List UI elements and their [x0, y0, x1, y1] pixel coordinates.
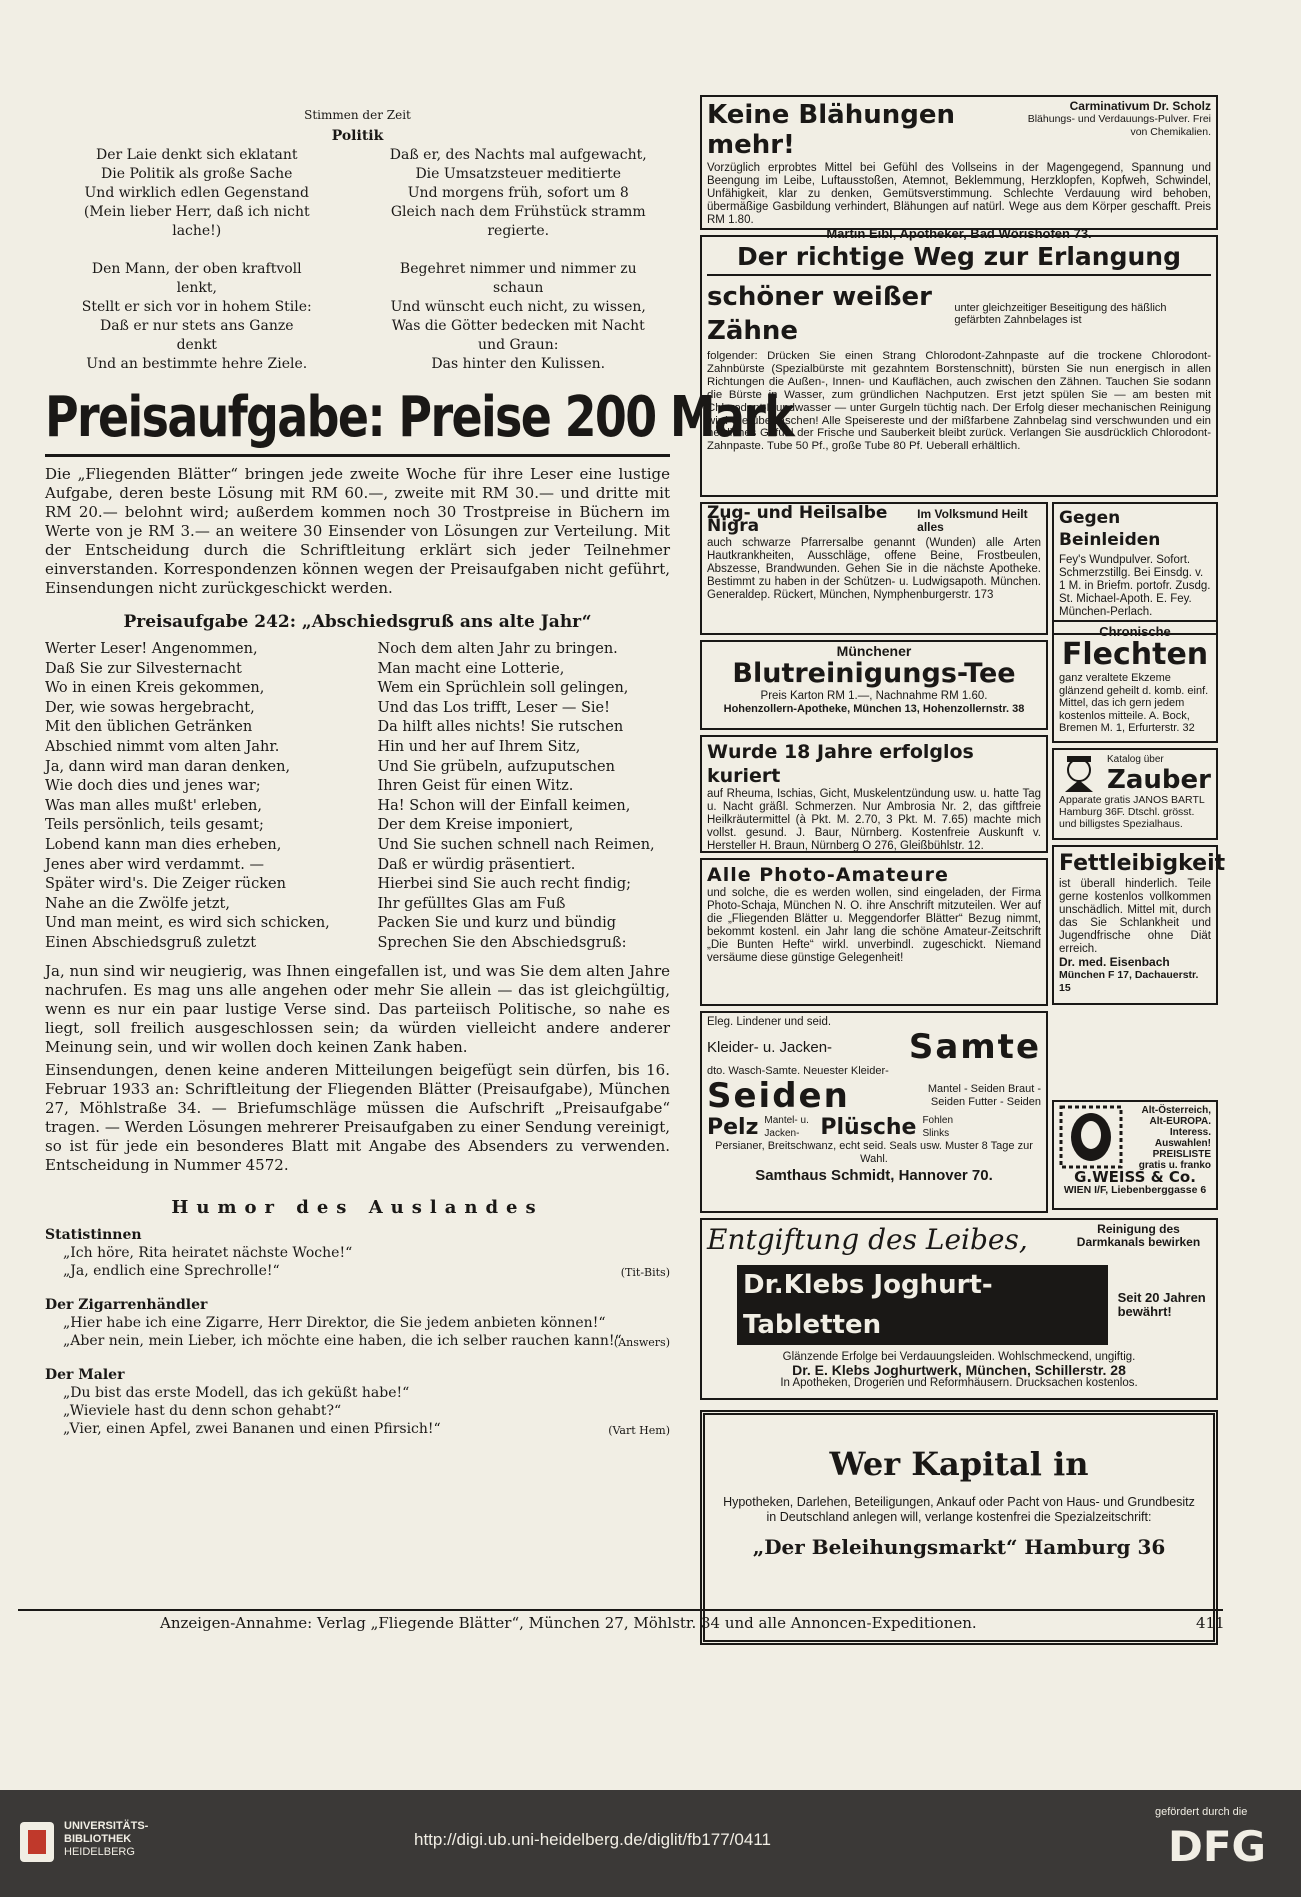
- ad-fettleibigkeit: [1052, 845, 1226, 1005]
- poem-line: (Mein lieber Herr, daß ich nicht: [83, 204, 310, 220]
- poem-line: denkt: [176, 337, 217, 353]
- ad-beinleiden-head: Gegen Beinleiden: [1059, 508, 1161, 550]
- ad-blaehungen-title: Keine Blähungen mehr!: [707, 100, 955, 160]
- poem-line: Und an bestimmte hehre Ziele.: [86, 356, 308, 372]
- page-number: 411: [1196, 1614, 1225, 1632]
- ad-samte-mj: Mantel- u. Jacken-: [764, 1115, 809, 1139]
- preis-poem-right: [364, 640, 671, 954]
- ad-klebs-brand: Dr.Klebs Joghurt-Tabletten: [737, 1265, 1108, 1345]
- ad-briefmarken-address: WIEN I/F, Liebenberggasse 6: [1063, 1184, 1207, 1196]
- ad-fettleibigkeit-signature: Dr. med. Eisenbach: [1059, 955, 1170, 969]
- poem-line: Die Umsatzsteuer meditierte: [415, 166, 622, 182]
- stamp-icon: [1059, 1105, 1123, 1169]
- poem-line: Und morgens früh, sofort um 8: [407, 185, 629, 201]
- ad-samte-fohlen: Fohlen Slinks: [922, 1115, 954, 1139]
- poem-line: Hin und her auf Ihrem Sitz,: [377, 738, 581, 755]
- ad-nigra-body: auch schwarze Pfarrersalbe genannt (Wunden) alle Arten Hautkrankheiten, Ausschläge, offene Beine, Frostbeulen, Abszesse, Brandwunden. Gehen Sie in die nächste Apotheke. Bestimmt zu haben in der Schützen- u. Ludwigsapoth. München. Generaldep. Rückert, München, Nymphenburgerstr. 173: [707, 537, 1041, 601]
- poem-line: Was die Götter bedecken mit Nacht: [391, 318, 645, 334]
- poem-line: Und Sie suchen schnell nach Reimen,: [377, 836, 655, 853]
- ad-zauber-body: Apparate gratis JANOS BARTL Hamburg 36F. Dtschl. grösst. und billigstes Spezialhaus.: [1059, 794, 1205, 830]
- magician-icon: [1059, 754, 1101, 794]
- ad-flechten-body: ganz veraltete Ekzeme glänzend geheilt d. komb. einf. Mittel, das ich gern jedem kostenlos mitteile. A. Bock, Bremen M. 1, Erfurterstr. 32: [1059, 672, 1209, 734]
- poem-line: Daß er, des Nachts mal aufgewacht,: [389, 147, 647, 163]
- poem-line: Das hinter den Kulissen.: [431, 356, 606, 372]
- ad-blaehungen-brand-sub: Blähungs- und Verdauungs-Pulver. Frei von Chemikalien.: [1027, 113, 1211, 138]
- ad-kapital-signature: „Der Beleihungsmarkt“ Hamburg 36: [752, 1535, 1166, 1559]
- preis-intro: Die „Fliegenden Blätter“ bringen jede zweite Woche für ihre Leser eine lustige Aufgabe, deren beste Lösung mit RM 60.—, zweite mit RM 30.— und dritte mit RM 20.— belohnt wird; außerdem kommen noch 30 Trostpreise in Büchern im Werte von je RM 3.— an weitere 30 Einsender von Lösungen zur Verteilung. Mit der Entscheidung durch die Schriftleitung erklärt sich jeder Teilnehmer einverstanden. Korrespondenzen können wegen der Preisaufgaben nicht geführt, Einsendungen nicht zurückgeschickt werden.: [45, 465, 670, 597]
- ad-blutreinigung-price: Preis Karton RM 1.—, Nachnahme RM 1.60.: [760, 690, 988, 702]
- poem-line: Und das Los trifft, Leser — Sie!: [377, 699, 610, 716]
- ad-photo: [700, 858, 1048, 1006]
- humor-line: „Hier habe ich eine Zigarre, Herr Direktor, die Sie jedem anbieten können!“: [63, 1314, 606, 1331]
- poem-line: Da hilft alles nichts! Sie rutschen: [377, 719, 624, 736]
- library-name-1: UNIVERSITÄTS-: [64, 1820, 149, 1832]
- humor-line: „Vier, einen Apfel, zwei Bananen und einen Pfirsich!“: [63, 1420, 441, 1437]
- poem-line: Gleich nach dem Frühstück stramm: [390, 204, 646, 220]
- library-footer: [0, 1790, 1301, 1897]
- ad-samte-top: Eleg. Lindener und seid.: [707, 1016, 832, 1028]
- poem-line: Lobend kann man dies erheben,: [45, 836, 282, 853]
- ad-flechten-pre: Chronische: [1099, 624, 1171, 639]
- poem-line: Hierbei sind Sie auch recht findig;: [377, 876, 632, 893]
- ad-klebs-side: Reinigung des Darmkanals bewirken: [1076, 1222, 1201, 1249]
- ad-fettleibigkeit-head: Fettleibigkeit: [1059, 851, 1226, 876]
- poem-line: Der, wie sowas hergebracht,: [45, 699, 255, 716]
- poem-line: Was man alles mußt' erleben,: [45, 797, 262, 814]
- ad-chlorodont-head1: Der richtige Weg zur Erlangung: [707, 240, 1211, 276]
- poem-line: Ihren Geist für einen Witz.: [377, 778, 574, 795]
- ad-kapital-body: Hypotheken, Darlehen, Beteiligungen, Ankauf oder Pacht von Haus- und Grundbesitz in Deutschland anlegen will, verlange kostenfrei die Spezialzeitschrift:: [723, 1495, 1195, 1524]
- ad-briefmarken: [1052, 1100, 1218, 1210]
- poem-line: regierte.: [487, 223, 550, 239]
- library-name-3: HEIDELBERG: [64, 1846, 135, 1858]
- ad-zauber: [1052, 748, 1218, 840]
- poem-line: Begehret nimmer und nimmer zu: [399, 261, 637, 277]
- ad-fettleibigkeit-address: München F 17, Dachauerstr. 15: [1059, 969, 1199, 994]
- preis-headline: Preisaufgabe: Preise 200 Mark: [45, 385, 794, 450]
- poem-line: Ihr gefülltes Glas am Fuß: [377, 895, 566, 912]
- ad-klebs: [700, 1218, 1218, 1400]
- ad-beinleiden-body: Fey's Wundpulver. Sofort. Schmerzstillg. Bei Einsdg. v. 1 M. in Briefm. portofr. Zusdg. St. Michael-Apoth. E. Fey. München-Perlach.: [1059, 554, 1211, 618]
- ad-blaehungen-signature: Martin Eibl, Apotheker, Bad Wörishofen 73.: [826, 226, 1092, 241]
- poem-line: Wem ein Sprüchlein soll gelingen,: [377, 680, 629, 697]
- humor-item-title: Statistinnen: [45, 1226, 142, 1243]
- library-name-2: BIBLIOTHEK: [64, 1833, 132, 1845]
- section-label: Stimmen der Zeit: [304, 108, 411, 122]
- humor-source: (Answers): [613, 1335, 670, 1349]
- poem-line: Ha! Schon will der Einfall keimen,: [377, 797, 631, 814]
- library-url[interactable]: http://digi.ub.uni-heidelberg.de/diglit/fb177/0411: [414, 1830, 771, 1849]
- ad-samte-body: Persianer, Breitschwanz, echt seid. Seals usw. Muster 8 Tage zur Wahl.: [715, 1140, 1033, 1165]
- poem-line: Packen Sie und kurz und bündig: [377, 915, 617, 932]
- poem-line: Abschied nimmt vom alten Jahr.: [45, 738, 280, 755]
- poem-line: [45, 241, 349, 260]
- poem-line: Man macht eine Lotterie,: [377, 660, 565, 677]
- poem-line: lache!): [172, 223, 222, 239]
- humor-title: Humor des Auslandes: [171, 1196, 544, 1218]
- humor-item: [45, 1296, 670, 1352]
- ad-samte-kleider: Kleider- u. Jacken-: [707, 1038, 833, 1056]
- ad-blutreinigung: [700, 640, 1048, 730]
- ad-chlorodont-side: unter gleichzeitiger Beseitigung des häßlich gefärbten Zahnbelages ist: [954, 302, 1167, 326]
- ad-flechten: [1052, 620, 1218, 743]
- preis-para-2: Einsendungen, denen keine anderen Mitteilungen beigefügt sein dürfen, bis 16. Februar 1933 an: Schriftleitung der Fliegenden Blätter (Preisaufgabe), München 27, Möhlstraße 34. — Briefumschläge müssen die Aufschrift „Preisaufgabe“ tragen. — Werden Lösungen mehrerer Preisaufgaben zu einer Sendung vereinigt, so ist für jede ein besonderes Blatt mit Angabe des Absenders zu verwenden. Entscheidung in Nummer 4572.: [45, 1060, 670, 1174]
- page-footer: Anzeigen-Annahme: Verlag „Fliegende Blätter“, München 27, Möhlstr. 34 und alle Annoncen-Expeditionen.: [160, 1614, 977, 1632]
- poem-line: Teils persönlich, teils gesamt;: [45, 817, 264, 834]
- humor-line: „Ich höre, Rita heiratet nächste Woche!“: [63, 1244, 353, 1261]
- poem-line: Einen Abschiedsgruß zuletzt: [45, 934, 257, 951]
- poem-line: Daß er würdig präsentiert.: [377, 856, 576, 873]
- ad-samte-plusche: Plüsche: [820, 1114, 917, 1140]
- ad-samte-title: Samte: [908, 1027, 1041, 1067]
- ad-chlorodont-body: folgender: Drücken Sie einen Strang Chlorodont-Zahnpaste auf die trockene Chlorodont-Zahnbürste (Spezialbürste mit gezahntem Borstenschnitt), bürsten Sie nun energisch in allen Richtungen die Außen-, Innen- und Kauflächen, auch zwischen den Zähnen. Tauchen Sie sodann die Bürste in Wasser, zum gründlichen Nachputzen. Erst jetzt spülen Sie — am besten mit Chlorodont-Mundwasser — unter Gurgeln tüchtig nach. Der Erfolg dieser mechanischen Reinigung wird Sie überraschen! Alle Speisereste und der mißfarbene Zahnbelag sind verschwunden und ein herrliches Gefühl der Frische und Sauberkeit bleibt zurück. Verlangen Sie ausdrücklich Chlorodont-Zahnpaste. Tube 50 Pf., große Tube 80 Pf. Ueberall erhältlich.: [707, 350, 1211, 453]
- ad-samte-seiden: Seiden: [707, 1076, 850, 1116]
- poem-line: und Graun:: [478, 337, 559, 353]
- ad-samte-mid: dto. Wasch-Samte. Neuester Kleider-: [707, 1065, 889, 1077]
- ad-beinleiden: [1052, 502, 1218, 635]
- ad-rheuma: [700, 735, 1048, 853]
- funding-text: gefördert durch die: [1155, 1806, 1248, 1818]
- ad-samte: [700, 1011, 1048, 1213]
- ad-nigra: [700, 502, 1048, 635]
- ad-samte-seiden-side: Mantel - Seiden Braut - Seiden Futter - Seiden: [927, 1083, 1041, 1108]
- ad-klebs-foot: In Apotheken, Drogerien und Reformhäusern. Drucksachen kostenlos.: [780, 1377, 1138, 1389]
- preis-poem: [45, 640, 670, 954]
- poem-line: Stellt er sich vor in hohem Stile:: [81, 299, 312, 315]
- humor-item-title: Der Maler: [45, 1366, 125, 1383]
- ad-blaehungen-body: Vorzüglich erprobtes Mittel bei Gefühl des Vollseins in der Magengegend, Spannung und Beengung im Leibe, Luftausstoßen, Atemnot, Beklemmung, Herzklopfen, Kopfweh, Schwindel, Unfähigkeit, klar zu denken, Gemütsverstimmung. Schlechte Verdauung wird behoben, übermäßige Gasbildung verhindert, Blähungen auf natürl. Wege aus dem Körper geschafft. Preis RM 1.80.: [707, 162, 1211, 226]
- ad-blaehungen-brand: Carminativum Dr. Scholz: [1069, 99, 1211, 113]
- poem-line: Daß er nur stets ans Ganze: [99, 318, 294, 334]
- humor-line: „Aber nein, mein Lieber, ich möchte eine haben, die ich selber rauchen kann!“: [63, 1332, 622, 1349]
- politik-right: [367, 146, 671, 374]
- poem-line: Den Mann, der oben kraftvoll: [91, 261, 302, 277]
- ad-nigra-side: Im Volksmund Heilt alles: [917, 507, 1028, 534]
- humor-source: (Tit-Bits): [620, 1265, 670, 1279]
- ad-rheuma-body: auf Rheuma, Ischias, Gicht, Muskelentzündung usw. u. hatte Tag u. Nacht gräßl. Schmerzen. Nur Ambrosia Nr. 2, das giftfreie Heilkräutermittel (à Pkt. M. 2.70, 3 Pkt. M. 7.65) machte mich vollst. gesund. J. Baur, Nürnberg. Kostenfreie Auskunft v. Hersteller H. Braun, Nürnberg O 276, Gleißbühlstr. 12.: [707, 788, 1041, 852]
- ad-klebs-since: Seit 20 Jahren bewährt!: [1117, 1290, 1206, 1319]
- ad-rheuma-head: Wurde 18 Jahre erfolglos kuriert: [707, 741, 974, 787]
- humor-item-title: Der Zigarrenhändler: [45, 1296, 208, 1313]
- poem-line: Und man meint, es wird sich schicken,: [45, 915, 330, 932]
- poem-line: Ja, dann wird man daran denken,: [45, 758, 291, 775]
- poem-line: Später wird's. Die Zeiger rücken: [45, 876, 286, 893]
- poem-line: Jenes aber wird verdammt. —: [45, 856, 264, 873]
- preis-para-1: Ja, nun sind wir neugierig, was Ihnen eingefallen ist, und was Sie dem alten Jahre nachrufen. Es mag uns alle angehen oder mehr Sie allein — das ist gleichgültig, wenn es nur ein paar lustige Verse sind. Das parteiisch Politische, so nahe es liegt, soll freilich ausgeschlossen sein; da würden vielleicht andere anderer Meinung sein, und wir wollen doch keinen Zank haben.: [45, 961, 670, 1056]
- ad-zauber-head: Zauber: [1107, 765, 1211, 795]
- humor-line: „Ja, endlich eine Sprechrolle!“: [63, 1262, 280, 1279]
- humor-line: „Du bist das erste Modell, das ich geküßt habe!“: [63, 1384, 410, 1401]
- ad-klebs-head: Entgiftung des Leibes,: [707, 1223, 1028, 1256]
- footer-rule: [18, 1609, 1223, 1611]
- ad-photo-body: und solche, die es werden wollen, sind eingeladen, der Firma Photo-Schaja, München N. O. ihre Anschrift mitzuteilen. Wer auf die „Fliegenden Blätter u. Meggendorfer Blätter“ Bezug nimmt, bekommt kostenl. ein Jahr lang die schöne Amateur-Zeitschrift „Die Bunten Hefte“ wirkl. unverbindl. zugeschickt. Niemand versäume diese günstige Gelegenheit!: [707, 887, 1041, 964]
- preis-title: Preisaufgabe 242: „Abschiedsgruß ans alte Jahr“: [123, 612, 592, 632]
- politik-left: [45, 146, 349, 374]
- poem-line: Wie doch dies und jenes war;: [45, 778, 261, 795]
- poem-line: Nahe an die Zwölfe jetzt,: [45, 895, 230, 912]
- preis-headline-box: [45, 385, 794, 457]
- ad-briefmarken-text: Alt-Österreich, Alt-EUROPA. Interess. Auswahlen! PREISLISTE gratis u. franko: [1138, 1105, 1211, 1171]
- poem-line: Wo in einen Kreis gekommen,: [45, 680, 265, 697]
- poem-line: [367, 241, 671, 260]
- politik-title: Politik: [331, 128, 384, 144]
- library-logo: [18, 1820, 148, 1864]
- poem-line: Daß Sie zur Silvesternacht: [45, 660, 242, 677]
- poem-line: Werter Leser! Angenommen,: [45, 641, 258, 657]
- ad-chlorodont-head2: schöner weißer Zähne: [707, 282, 932, 346]
- ad-samte-signature: Samthaus Schmidt, Hannover 70.: [755, 1167, 993, 1184]
- ad-kapital-head: Wer Kapital in: [829, 1445, 1089, 1483]
- ad-briefmarken-signature: G.WEISS & Co.: [1074, 1168, 1196, 1186]
- dfg-logo: DFG: [1168, 1822, 1267, 1871]
- ad-blaehungen: [700, 95, 1218, 241]
- ad-samte-pelz: Pelz: [707, 1114, 759, 1140]
- poem-line: Die Politik als große Sache: [101, 166, 293, 182]
- university-seal-icon: [18, 1820, 56, 1864]
- poem-line: Mit den üblichen Getränken: [45, 719, 253, 736]
- poem-line: Der Laie denkt sich eklatant: [95, 147, 298, 163]
- poem-line: Und wirklich edlen Gegenstand: [84, 185, 309, 201]
- poem-line: Noch dem alten Jahr zu bringen.: [377, 641, 618, 657]
- poem-line: Der dem Kreise imponiert,: [377, 817, 574, 834]
- ad-zauber-top: Katalog über: [1107, 754, 1164, 765]
- humor-item: [45, 1226, 670, 1282]
- poem-line: lenkt,: [176, 280, 217, 296]
- ad-chlorodont: [700, 235, 1218, 497]
- ad-klebs-signature: Dr. E. Klebs Joghurtwerk, München, Schillerstr. 28: [792, 1362, 1126, 1378]
- ad-fettleibigkeit-body: ist überall hinderlich. Teile gerne kostenlos vollkommen unschädlich. Mittel mit, durch das Sie Schlankheit und Jugendfrische ohne Diät erreich.: [1059, 878, 1211, 955]
- ad-nigra-head: Zug- und Heilsalbe Nigra: [707, 503, 888, 536]
- politik-poem: [45, 146, 670, 374]
- poem-line: Und Sie grübeln, aufzuputschen: [377, 758, 615, 775]
- poem-line: schaun: [493, 280, 544, 296]
- preis-poem-left: [45, 640, 352, 954]
- poem-line: Und wünscht euch nicht, zu wissen,: [390, 299, 646, 315]
- ad-blutreinigung-head: Blutreinigungs-Tee: [732, 658, 1016, 689]
- ad-blutreinigung-pre: Münchener: [836, 643, 912, 659]
- humor-source: (Vart Hem): [608, 1423, 670, 1437]
- poem-line: Sprechen Sie den Abschiedsgruß:: [377, 934, 627, 951]
- ad-flechten-head: Flechten: [1061, 637, 1209, 672]
- humor-item: [45, 1366, 670, 1440]
- ad-photo-head: Alle Photo-Amateure: [707, 864, 949, 886]
- ad-klebs-body: Glänzende Erfolge bei Verdauungsleiden. Wohlschmeckend, ungiftig.: [782, 1351, 1136, 1363]
- ad-blutreinigung-signature: Hohenzollern-Apotheke, München 13, Hohenzollernstr. 38: [723, 703, 1025, 715]
- humor-section: [45, 1226, 670, 1440]
- humor-line: „Wieviele hast du denn schon gehabt?“: [63, 1402, 342, 1419]
